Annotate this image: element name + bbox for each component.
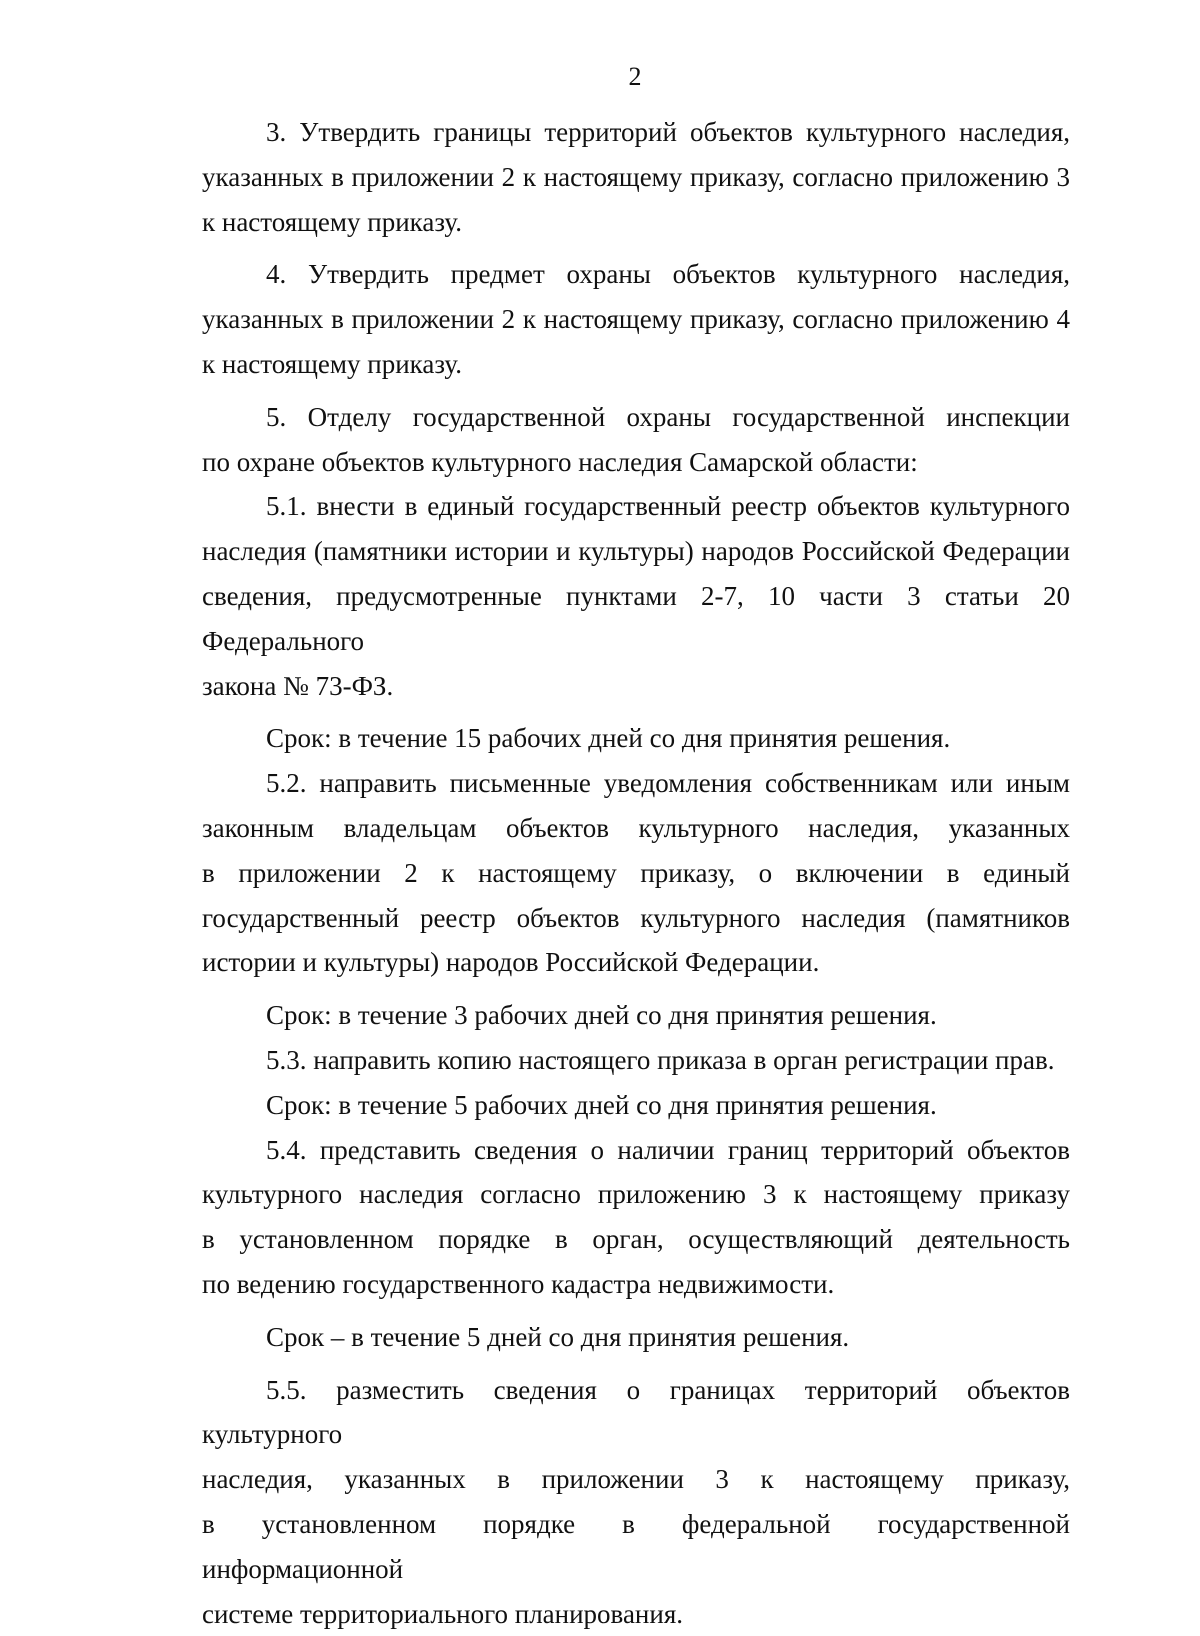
text-line: 3. Утвердить границы территорий объектов культурного наследия, bbox=[202, 110, 1070, 155]
text-line: к настоящему приказу. bbox=[202, 200, 1070, 245]
text-line: Срок: в течение 15 рабочих дней со дня принятия решения. bbox=[202, 716, 1070, 761]
deadline-5-1 bbox=[202, 716, 1070, 761]
text-line: сведения, предусмотренные пунктами 2-7, 10 части 3 статьи 20 Федерального bbox=[202, 574, 1070, 664]
text-line: указанных в приложении 2 к настоящему приказу, согласно приложению 4 bbox=[202, 297, 1070, 342]
text-line: Срок: в течение 3 рабочих дней со дня принятия решения. bbox=[202, 993, 1070, 1038]
text-line: 5.4. представить сведения о наличии границ территорий объектов bbox=[202, 1128, 1070, 1173]
text-line: системе территориального планирования. bbox=[202, 1592, 1070, 1636]
text-line: Срок – в течение 5 дней со дня принятия решения. bbox=[202, 1315, 1070, 1360]
text-line: в приложении 2 к настоящему приказу, о включении в единый bbox=[202, 851, 1070, 896]
paragraph-3 bbox=[202, 110, 1070, 244]
text-line: государственный реестр объектов культурного наследия (памятников bbox=[202, 896, 1070, 941]
text-line: 5.2. направить письменные уведомления собственникам или иным bbox=[202, 761, 1070, 806]
text-line: 5.1. внести в единый государственный реестр объектов культурного bbox=[202, 484, 1070, 529]
text-line: в установленном порядке в федеральной государственной информационной bbox=[202, 1502, 1070, 1592]
text-line: Срок: в течение 5 рабочих дней со дня принятия решения. bbox=[202, 1083, 1070, 1128]
page-number: 2 bbox=[0, 62, 1200, 92]
text-line: по ведению государственного кадастра недвижимости. bbox=[202, 1262, 1070, 1307]
text-line: 4. Утвердить предмет охраны объектов культурного наследия, bbox=[202, 252, 1070, 297]
text-line: наследия, указанных в приложении 3 к настоящему приказу, bbox=[202, 1457, 1070, 1502]
text-line: указанных в приложении 2 к настоящему приказу, согласно приложению 3 bbox=[202, 155, 1070, 200]
text-line: 5.3. направить копию настоящего приказа в орган регистрации прав. bbox=[202, 1038, 1070, 1083]
paragraph-5-5 bbox=[202, 1368, 1070, 1636]
deadline-5-4 bbox=[202, 1315, 1070, 1360]
text-line: законным владельцам объектов культурного наследия, указанных bbox=[202, 806, 1070, 851]
paragraph-5-4 bbox=[202, 1128, 1070, 1307]
paragraph-4 bbox=[202, 252, 1070, 386]
document-body bbox=[202, 110, 1070, 1636]
text-line: по охране объектов культурного наследия Самарской области: bbox=[202, 440, 1070, 485]
deadline-5-3 bbox=[202, 1083, 1070, 1128]
deadline-5-2 bbox=[202, 993, 1070, 1038]
text-line: к настоящему приказу. bbox=[202, 342, 1070, 387]
text-line: истории и культуры) народов Российской Федерации. bbox=[202, 940, 1070, 985]
text-line: в установленном порядке в орган, осуществляющий деятельность bbox=[202, 1217, 1070, 1262]
text-line: закона № 73-ФЗ. bbox=[202, 664, 1070, 709]
paragraph-5-2 bbox=[202, 761, 1070, 985]
paragraph-5-1 bbox=[202, 484, 1070, 708]
text-line: культурного наследия согласно приложению 3 к настоящему приказу bbox=[202, 1172, 1070, 1217]
paragraph-5 bbox=[202, 395, 1070, 485]
text-line: наследия (памятники истории и культуры) народов Российской Федерации bbox=[202, 529, 1070, 574]
text-line: 5. Отделу государственной охраны государственной инспекции bbox=[202, 395, 1070, 440]
text-line: 5.5. разместить сведения о границах территорий объектов культурного bbox=[202, 1368, 1070, 1458]
paragraph-5-3 bbox=[202, 1038, 1070, 1083]
